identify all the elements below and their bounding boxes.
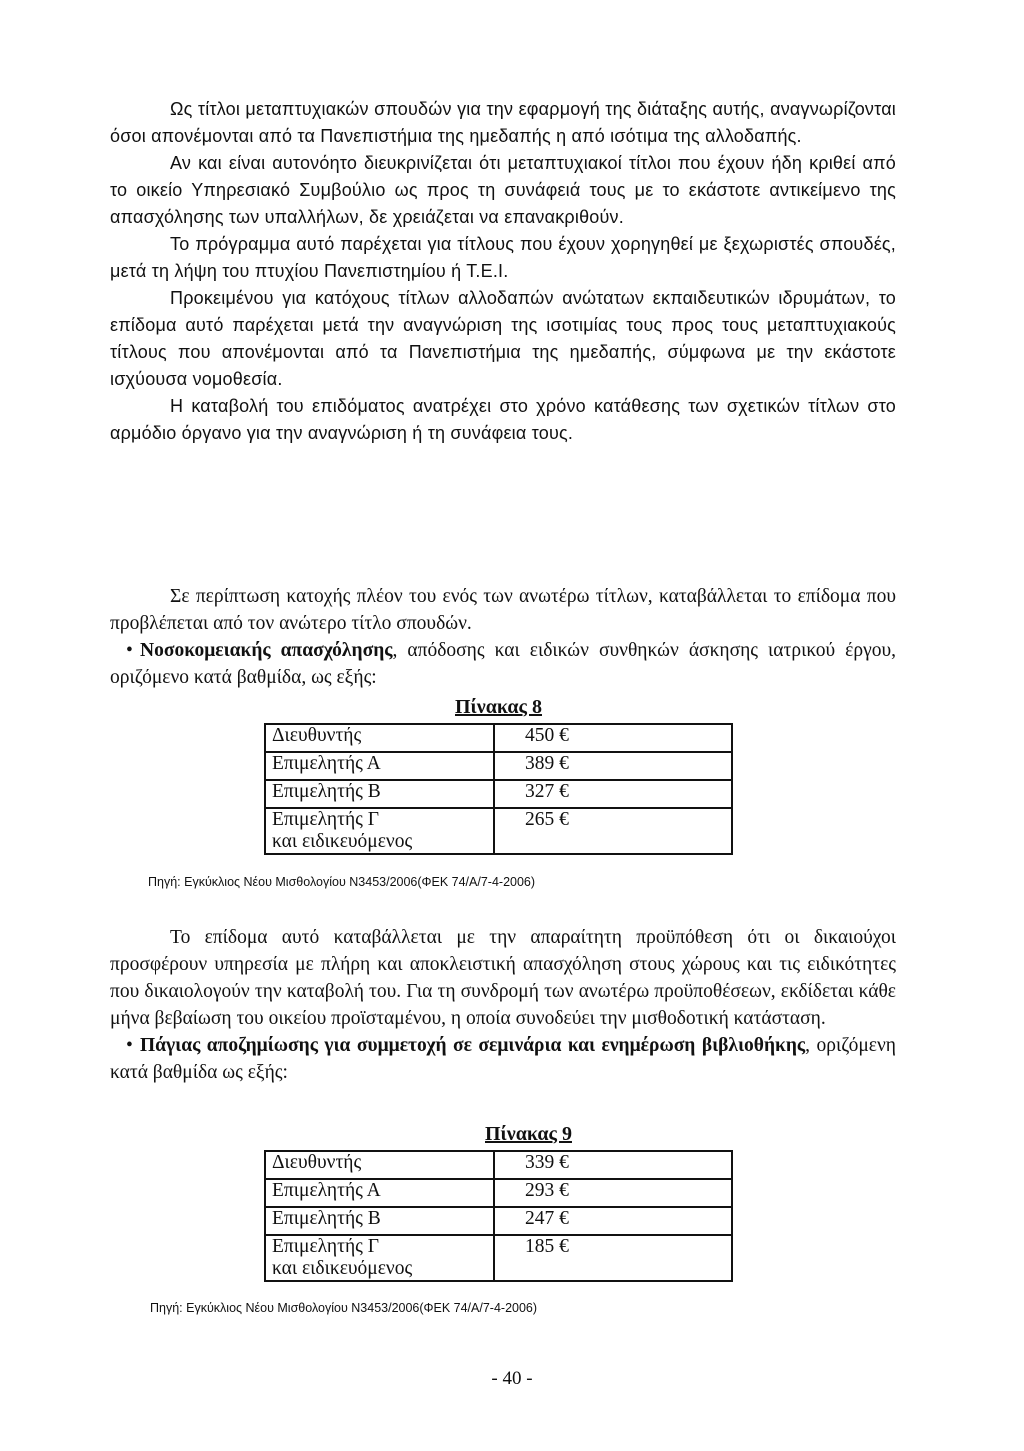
role-cell: Επιμελητής Α bbox=[265, 1179, 494, 1207]
table-row bbox=[265, 780, 732, 808]
bullet-item-seminars bbox=[110, 1032, 896, 1086]
paragraph-foreign-titles: Προκειμένου για κατόχους τίτλων αλλοδαπών ανώτατων εκπαιδευτικών ιδρυμάτων, το επίδομα αυτό παρέχεται μετά την αναγνώριση της ισοτιμίας τους προς τους μεταπτυχιακούς τίτλους που απονέμονται από τα Πανεπιστήμια της ημεδαπής, σύμφωνα με την εκάστοτε ισχύουσα νομοθεσία. bbox=[110, 288, 896, 389]
amount-cell: 265 € bbox=[494, 808, 732, 854]
role-cell bbox=[265, 808, 494, 854]
bullet-icon: • bbox=[126, 640, 133, 661]
amount-cell: 389 € bbox=[494, 752, 732, 780]
role-line-2: και ειδικευόμενος bbox=[272, 1258, 413, 1279]
paragraph-payment-start: Η καταβολή του επιδόματος ανατρέχει στο χρόνο κατάθεσης των σχετικών τίτλων στο αρμόδιο όργανο για την αναγνώριση ή τη συνάφεια τους. bbox=[110, 396, 896, 443]
amount-cell: 450 € bbox=[494, 724, 732, 752]
section-two bbox=[110, 583, 896, 691]
paragraph-condition: Το επίδομα αυτό καταβάλλεται με την απαραίτητη προϋπόθεση ότι οι δικαιούχοι προσφέρουν υπηρεσία με πλήρη και αποκλειστική απασχόληση στους χώρους και τις ειδικότητες που δικαιολογούν την καταβολή του. Για τη συνδρομή των ανωτέρω προϋποθέσεων, εκδίδεται κάθε μήνα βεβαίωση του οικείου προϊσταμένου, η οποία συνοδεύει την μισθοδοτική κατάσταση. bbox=[110, 927, 896, 1029]
page-number: - 40 - bbox=[491, 1368, 533, 1389]
paragraph-multiple-titles: Σε περίπτωση κατοχής πλέον του ενός των ανωτέρω τίτλων, καταβάλλεται το επίδομα που προβλέπεται από τον ανώτερο τίτλο σπουδών. bbox=[110, 586, 896, 634]
role-cell: Επιμελητής Α bbox=[265, 752, 494, 780]
table-row bbox=[265, 808, 732, 854]
table-9-source: Πηγή: Εγκύκλιος Νέου Μισθολογίου Ν3453/2006(ΦΕΚ 74/Α/7-4-2006) bbox=[150, 1301, 538, 1315]
table-9-title: Πίνακας 9 bbox=[485, 1123, 572, 1145]
table-9 bbox=[264, 1150, 733, 1282]
amount-cell: 339 € bbox=[494, 1151, 732, 1179]
paragraph-program: Το πρόγραμμα αυτό παρέχεται για τίτλους που έχουν χορηγηθεί με ξεχωριστές σπουδές, μετά τη λήψη του πτυχίου Πανεπιστημίου ή Τ.Ε.Ι. bbox=[110, 234, 896, 281]
role-cell: Διευθυντής bbox=[265, 724, 494, 752]
amount-cell: 185 € bbox=[494, 1235, 732, 1281]
table-8 bbox=[264, 723, 733, 855]
role-cell: Επιμελητής Β bbox=[265, 780, 494, 808]
table-row bbox=[265, 752, 732, 780]
role-cell: Επιμελητής Β bbox=[265, 1207, 494, 1235]
role-cell: Διευθυντής bbox=[265, 1151, 494, 1179]
table-row bbox=[265, 1235, 732, 1281]
bullet-bold-label: Νοσοκομειακής απασχόλησης bbox=[140, 640, 393, 661]
table-row bbox=[265, 1179, 732, 1207]
section-three bbox=[110, 924, 896, 1086]
table-row bbox=[265, 1207, 732, 1235]
top-section bbox=[110, 96, 896, 447]
amount-cell: 247 € bbox=[494, 1207, 732, 1235]
paragraph-clarification: Αν και είναι αυτονόητο διευκρινίζεται ότι μεταπτυχιακοί τίτλοι που έχουν ήδη κριθεί από το οικείο Υπηρεσιακό Συμβούλιο ως προς τη συνάφειά τους με το εκάστοτε αντικείμενο της απασχόλησης των υπαλλήλων, δε χρειάζεται να επανακριθούν. bbox=[110, 153, 896, 227]
role-line-1: Επιμελητής Γ bbox=[272, 1236, 380, 1257]
role-line-1: Επιμελητής Γ bbox=[272, 809, 380, 830]
amount-cell: 327 € bbox=[494, 780, 732, 808]
role-line-2: και ειδικευόμενος bbox=[272, 831, 413, 852]
role-cell bbox=[265, 1235, 494, 1281]
bullet-item-hospital bbox=[110, 637, 896, 691]
bullet-bold-label: Πάγιας αποζημίωσης για συμμετοχή σε σεμινάρια και ενημέρωση βιβλιοθήκης bbox=[140, 1035, 806, 1056]
table-row bbox=[265, 724, 732, 752]
amount-cell: 293 € bbox=[494, 1179, 732, 1207]
table-8-title: Πίνακας 8 bbox=[455, 696, 542, 718]
table-row bbox=[265, 1151, 732, 1179]
paragraph-titles: Ως τίτλοι μεταπτυχιακών σπουδών για την εφαρμογή της διάταξης αυτής, αναγνωρίζονται όσοι απονέμονται από τα Πανεπιστήμια της ημεδαπής η από ισότιμα της αλλοδαπής. bbox=[110, 99, 896, 146]
table-8-source: Πηγή: Εγκύκλιος Νέου Μισθολογίου Ν3453/2006(ΦΕΚ 74/Α/7-4-2006) bbox=[148, 875, 536, 889]
bullet-icon: • bbox=[126, 1035, 133, 1056]
bullet-text: , οριζόμενη κατά βαθμίδα ως εξής: bbox=[110, 1035, 896, 1083]
bullet-text: , απόδοσης και ειδικών συνθηκών άσκησης ιατρικού έργου, οριζόμενο κατά βαθμίδα, ως εξής: bbox=[110, 640, 896, 688]
